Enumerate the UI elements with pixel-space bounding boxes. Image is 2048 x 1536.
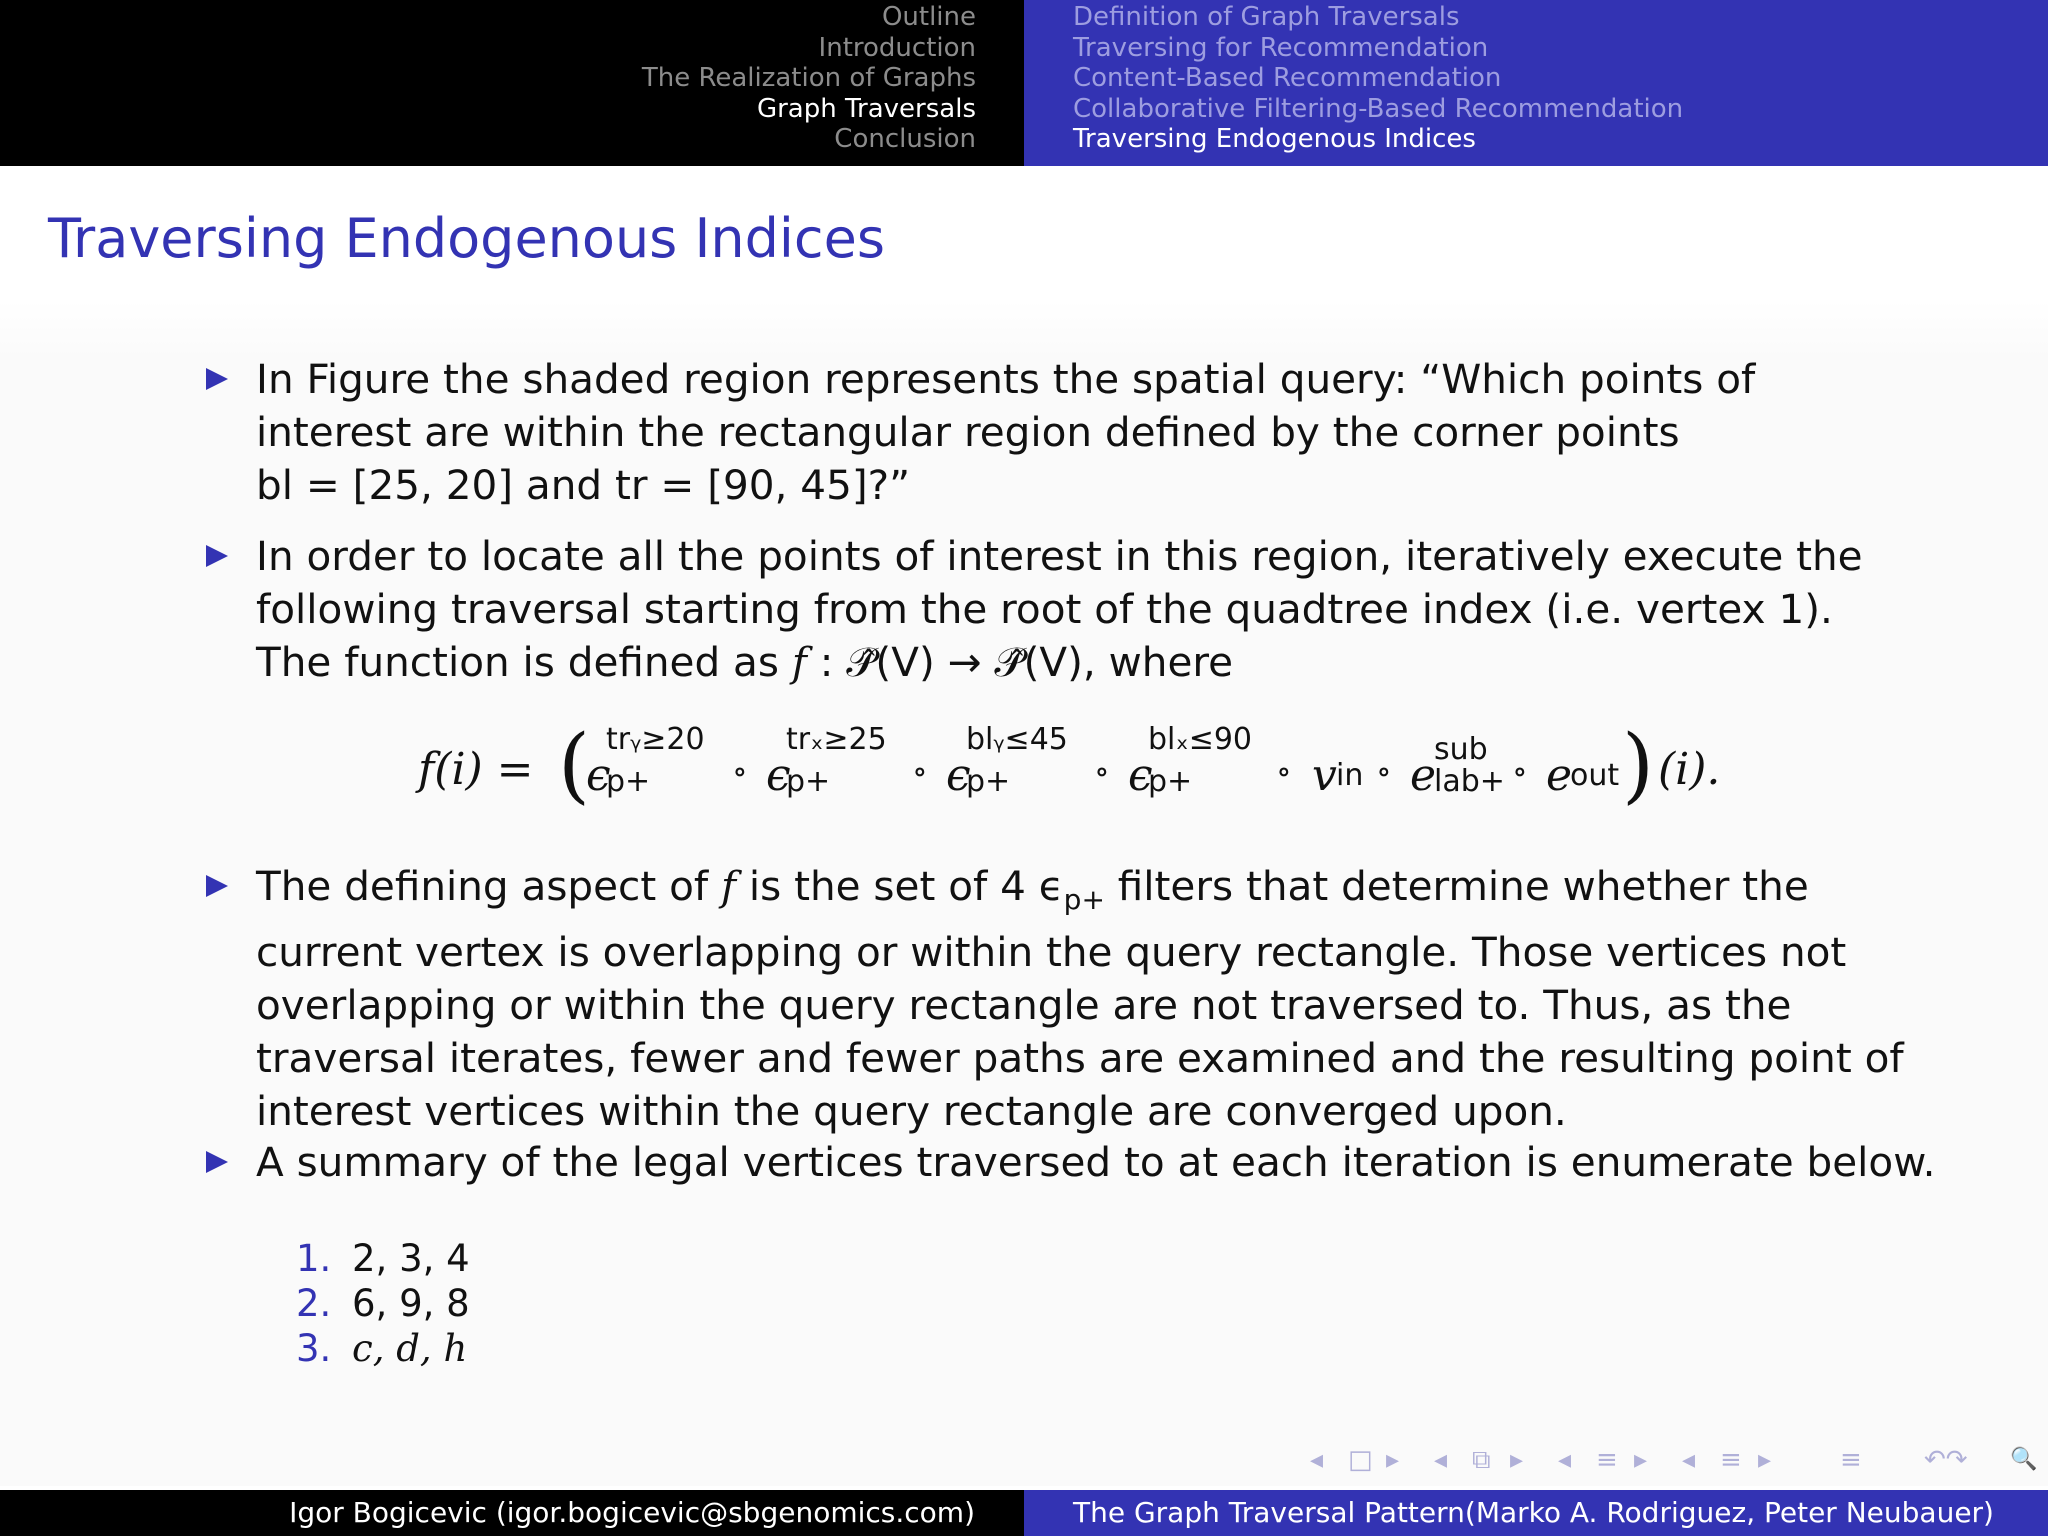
list-item-value: 2, 3, 4 (352, 1237, 470, 1280)
formula-compose: ∘ (912, 752, 928, 790)
bullet-text (256, 860, 1936, 1138)
text-line: : 𝒫̂(V) → 𝒫̂(V), where (806, 638, 1234, 686)
nav-next-slide-icon[interactable]: ▸ (1510, 1445, 1524, 1475)
nav-subsection-recommendation[interactable]: Traversing for Recommendation (1073, 32, 1489, 63)
text-line: A summary of the legal vertices traversed to at each iteration is enumerate below. (256, 1138, 1936, 1186)
formula-filter-sub: p+ (966, 764, 1011, 799)
formula-filter-sub: p+ (786, 764, 831, 799)
formula-compose: ∘ (1094, 752, 1110, 790)
formula-v-in: v (1312, 750, 1337, 801)
bullet-triangle-icon (206, 545, 228, 567)
bullet-triangle-icon (206, 1151, 228, 1173)
formula-epsilon: ϵ (586, 750, 611, 801)
formula-e-lab: e (1410, 750, 1437, 801)
formula-compose: ∘ (732, 752, 748, 790)
nav-subsection-endogenous-indices[interactable]: Traversing Endogenous Indices (1073, 124, 1476, 155)
nav-subsection-definition[interactable]: Definition of Graph Traversals (1073, 2, 1460, 32)
text-line: The defining aspect of (256, 862, 721, 910)
nav-subsection-content-based[interactable]: Content-Based Recommendation (1073, 63, 1502, 94)
text-line: interest vertices within the query rectangle are converged upon. (256, 1087, 1567, 1136)
nav-frame-icon[interactable]: □ (1348, 1445, 1373, 1475)
text-line: traversal iterates, fewer and fewer paths are examined and the resulting point of (256, 1034, 1904, 1083)
math-f: f (720, 862, 736, 910)
math-f: f (791, 638, 807, 686)
formula-e-lab-sup: sub (1434, 732, 1488, 767)
nav-section-conclusion[interactable]: Conclusion (834, 124, 976, 155)
nav-next-section-icon[interactable]: ▸ (1758, 1445, 1772, 1475)
list-item-number: 3. (296, 1327, 332, 1370)
text-line: bl = [25, 20] and tr = [90, 45]?” (256, 461, 911, 509)
footer-author-text: Igor Bogicevic (igor.bogicevic@sbgenomics.com) (289, 1496, 975, 1529)
bullet-text (256, 530, 1936, 689)
bullet-text (256, 1136, 2046, 1189)
formula-epsilon: ϵ (946, 750, 971, 801)
formula-filter-sup: blₓ≤90 (1148, 722, 1253, 757)
formula-compose: ∘ (1276, 752, 1292, 790)
bullet-triangle-icon (206, 368, 228, 390)
nav-back-forward-icon[interactable]: ↶↷ (1924, 1445, 1968, 1475)
nav-subsection-collaborative[interactable]: Collaborative Filtering-Based Recommendation (1073, 93, 1684, 124)
header-bar (0, 0, 2048, 166)
text-line: In order to locate all the points of interest in this region, iteratively execute the (256, 532, 1863, 580)
search-icon[interactable]: 🔍 (2010, 1447, 2038, 1472)
text-line: is the set of 4 ϵ (735, 862, 1064, 910)
formula-filter-sup: trₓ≥25 (786, 722, 887, 757)
formula-close-paren: ) (1622, 718, 1654, 813)
footer-title (1024, 1490, 2048, 1536)
nav-next-frame-icon[interactable]: ▸ (1386, 1445, 1400, 1475)
text-line: overlapping or within the query rectangle are not traversed to. Thus, as the (256, 981, 1792, 1030)
formula-compose: ∘ (1376, 752, 1392, 790)
formula-lhs: f(i) = (418, 744, 534, 795)
footer-title-text: The Graph Traversal Pattern(Marko A. Rodriguez, Peter Neubauer) (1073, 1496, 1994, 1529)
nav-outline-icon[interactable]: ≡ (1840, 1445, 1862, 1475)
text-line: interest are within the rectangular region defined by the corner points (256, 408, 1680, 456)
list-item-value: c, d, h (352, 1327, 468, 1370)
nav-subsection-icon[interactable]: ≡ (1596, 1445, 1618, 1475)
formula-e-out-sub: out (1570, 758, 1620, 793)
nav-next-subsection-icon[interactable]: ▸ (1634, 1445, 1648, 1475)
formula-v-in-sub: in (1336, 758, 1364, 793)
formula-e-lab-sub: lab+ (1434, 764, 1505, 799)
nav-prev-subsection-icon[interactable]: ◂ (1558, 1445, 1572, 1475)
subsection-nav (1024, 0, 2048, 166)
formula-filter-sub: p+ (606, 764, 651, 799)
formula-epsilon: ϵ (766, 750, 791, 801)
list-item (296, 1326, 470, 1371)
text-line: following traversal starting from the root of the quadtree index (i.e. vertex 1). (256, 585, 1833, 633)
list-item-number: 2. (296, 1282, 332, 1325)
text-line: In Figure the shaded region represents the spatial query: “Which points of (256, 355, 1756, 403)
nav-section-introduction[interactable]: Introduction (818, 32, 976, 63)
footer-author (0, 1490, 1024, 1536)
nav-section-graph-traversals[interactable]: Graph Traversals (756, 93, 976, 124)
formula-tail: (i). (1658, 744, 1721, 795)
frame-title: Traversing Endogenous Indices (48, 207, 885, 270)
nav-section-realization-of-graphs[interactable]: The Realization of Graphs (641, 63, 976, 94)
bullet-triangle-icon (206, 875, 228, 897)
text-line: filters that determine whether the (1104, 862, 1809, 910)
formula-e-out: e (1546, 750, 1573, 801)
formula-filter-sub: p+ (1148, 764, 1193, 799)
iteration-list (296, 1236, 470, 1371)
formula-epsilon: ϵ (1128, 750, 1153, 801)
nav-section-outline[interactable]: Outline (881, 2, 976, 32)
nav-slide-icon[interactable]: ⧉ (1472, 1445, 1491, 1475)
formula-open-paren: ( (558, 718, 590, 813)
list-item-number: 1. (296, 1237, 332, 1280)
formula-filter-sup: blᵧ≤45 (966, 722, 1068, 757)
bullet-text (256, 353, 1936, 512)
list-item (296, 1236, 470, 1281)
text-line: current vertex is overlapping or within the query rectangle. Those vertices not (256, 928, 1847, 977)
list-item-value: 6, 9, 8 (352, 1282, 470, 1325)
text-line: The function is defined as (256, 638, 792, 686)
nav-prev-frame-icon[interactable]: ◂ (1310, 1445, 1324, 1475)
section-nav (0, 0, 1024, 166)
nav-prev-slide-icon[interactable]: ◂ (1434, 1445, 1448, 1475)
formula-filter-sup: trᵧ≥20 (606, 722, 705, 757)
formula-compose: ∘ (1512, 752, 1528, 790)
epsilon-subscript: p+ (1063, 883, 1105, 917)
nav-section-icon[interactable]: ≡ (1720, 1445, 1742, 1475)
nav-prev-section-icon[interactable]: ◂ (1682, 1445, 1696, 1475)
list-item (296, 1281, 470, 1326)
